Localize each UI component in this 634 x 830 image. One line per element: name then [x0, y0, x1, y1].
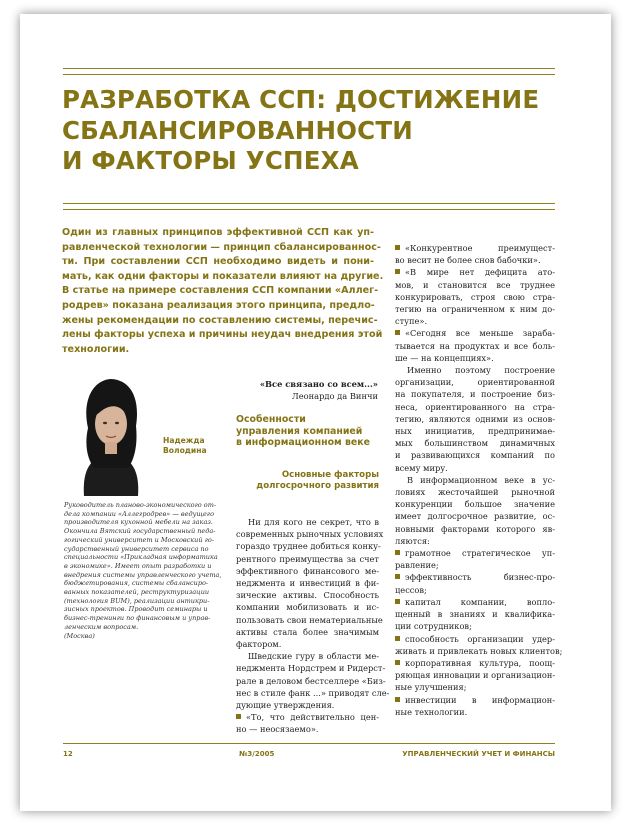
text-line — [395, 706, 555, 718]
subsection-title — [236, 470, 379, 492]
bio-line: ленческим вопросам. — [64, 622, 139, 631]
text-line-content: фактором. — [236, 639, 282, 650]
text-line — [395, 315, 555, 327]
text-line-content: ловиях жесточайшей рыночной — [395, 487, 555, 498]
text-line — [395, 462, 555, 474]
portrait-image — [64, 368, 157, 496]
body-column-right — [395, 242, 563, 718]
text-line-content: неджмента Нордстрем и Ридерст- — [236, 663, 386, 674]
text-line-content: новными факторами которого яв- — [395, 523, 555, 534]
text-line-content: ляются: — [395, 535, 430, 546]
text-line — [236, 723, 379, 735]
text-line-content: но — неосязаемо». — [236, 724, 319, 735]
bio-line: сударственный университет сервиса по — [64, 544, 209, 553]
title-line: РАЗРАБОТКА ССП: ДОСТИЖЕНИЕ — [62, 85, 540, 114]
lead-line: лены факторы успеха и причины неудач внедрения этой — [62, 329, 383, 341]
text-line — [395, 694, 555, 706]
lead-line: мать, как одни факторы и показатели влияют на другие. — [62, 270, 384, 282]
section-title-line: Особенности — [236, 414, 306, 425]
text-line-content: «То, что действительно цен- — [246, 712, 379, 723]
author-name — [163, 436, 207, 456]
text-line-content: нес в стиле фанк ...» приводят сле- — [236, 687, 390, 698]
text-line-content: эффективного финансового ме- — [236, 565, 379, 576]
bio-line: Руководитель планово-экономического от- — [64, 501, 217, 509]
section-title-line: в информационном веке — [236, 437, 370, 448]
text-line — [395, 510, 555, 522]
text-line — [395, 474, 555, 486]
text-line — [395, 681, 555, 693]
bullet-square-icon — [236, 714, 241, 719]
text-line — [395, 547, 555, 559]
text-line-content: эффективность бизнес-про- — [405, 572, 555, 583]
epigraph — [222, 378, 378, 402]
text-line — [395, 584, 555, 596]
title-line: СБАЛАНСИРОВАННОСТИ — [62, 115, 413, 145]
bio-line: бизнес-тренинги по финансовым и управ- — [64, 614, 211, 623]
text-line — [395, 608, 555, 620]
bio-line: специальности «Прикладная информатика — [64, 553, 218, 562]
text-line-content: и развивающихся компаний по — [395, 450, 555, 461]
text-line-content: пользовать свои нематериальные — [236, 614, 383, 625]
bio-line: (Москва) — [64, 631, 95, 640]
text-line-content: ные улучшения; — [395, 682, 467, 693]
bio-line: зисных проектов. Проводит семинары и — [64, 605, 208, 614]
text-line-content: современных рыночных условиях — [236, 529, 384, 540]
text-line — [395, 413, 555, 425]
bullet-square-icon — [395, 697, 400, 702]
bullet-square-icon — [395, 660, 400, 665]
bio-line: бюджетирования, системы сбалансиро- — [64, 579, 209, 588]
text-line-content: способность организации удер- — [405, 633, 555, 644]
text-line — [236, 516, 379, 528]
text-line-content: на покупателя, и построение биз- — [395, 389, 555, 400]
text-line-content: организации, ориентированной — [395, 377, 555, 388]
text-line-content: зические активы. Способность — [236, 590, 379, 601]
text-line-content: ных инициатив, предпринимае- — [395, 426, 555, 437]
text-line — [395, 523, 555, 535]
text-line — [395, 657, 555, 669]
text-line-content: имеет долгосрочное развитие, ос- — [395, 511, 555, 522]
text-line — [395, 327, 555, 339]
bio-line: в экономике». Имеет опыт разработки и — [64, 561, 212, 570]
text-line — [236, 662, 386, 674]
text-line-content: компании мобилизовать и ис- — [236, 602, 379, 613]
body-column-middle — [236, 516, 390, 736]
text-line-content: тегию, являются одними из основ- — [395, 413, 555, 424]
text-line — [236, 540, 379, 552]
top-rule — [63, 68, 555, 69]
mid-rule-2 — [63, 209, 555, 210]
bio-line: (технология BUM), реализации антикри- — [64, 596, 210, 605]
text-line-content: «Сегодня все меньше зараба- — [405, 328, 555, 339]
text-line-content: активы стала более значимым — [236, 626, 379, 637]
text-line — [236, 601, 379, 613]
text-line — [236, 565, 379, 577]
text-line — [395, 486, 555, 498]
text-line-content: рентного преимущества за счет — [236, 553, 379, 564]
text-line — [236, 553, 379, 565]
bullet-square-icon — [395, 550, 400, 555]
text-line — [395, 303, 555, 315]
text-line — [395, 559, 555, 571]
lead-line: равленческой технологии — принцип сбалансированнос- — [62, 241, 381, 253]
lead-line: В статье на примере составления ССП компании «Аллег- — [62, 285, 379, 297]
issue-number: №3/2005 — [239, 750, 275, 758]
title-line: И ФАКТОРЫ УСПЕХА — [62, 146, 359, 175]
author-first-name: Надежда — [163, 436, 205, 445]
author-last-name: Володина — [163, 446, 207, 455]
text-line-content: живать и привлекать новых клиентов; — [395, 645, 563, 656]
text-line — [395, 425, 555, 437]
text-line — [395, 645, 563, 657]
subsection-title-line: долгосрочного развития — [256, 481, 379, 491]
bio-line: гогический университет и Московский го- — [64, 535, 215, 544]
lead-line: жены рекомендации по составлению системы, перечис- — [62, 314, 378, 326]
lead-line: Один из главных принципов эффективной ССП как уп- — [62, 227, 374, 238]
text-line-content: цессов; — [395, 584, 427, 595]
text-line — [236, 675, 386, 687]
text-line — [395, 352, 555, 364]
bio-line: производителя кухонной мебели на заказ. — [64, 518, 213, 527]
text-line — [395, 279, 555, 291]
text-line — [395, 498, 555, 510]
section-title — [236, 414, 396, 449]
text-line-content: В информационном веке в ус- — [407, 474, 555, 485]
epigraph-author: Леонардо да Винчи — [291, 391, 378, 401]
top-rule-2 — [63, 74, 555, 75]
lead-line: ти. При составлении ССП необходимо видеть и пони- — [62, 256, 374, 268]
bio-line: дела компании «Аллегродрев» — ведущего — [64, 509, 214, 518]
bio-line: Окончила Вятский государственный педа- — [64, 527, 216, 536]
text-line-content: во весит не более снов бабочки». — [395, 255, 541, 266]
text-line-content: «В мире нет дефицита ато- — [405, 267, 555, 278]
bullet-square-icon — [395, 245, 400, 250]
text-line-content: ше — на концепциях». — [395, 352, 494, 363]
text-line-content: мых большинством динамичных — [395, 438, 555, 449]
mid-rule — [63, 203, 555, 204]
text-line — [395, 401, 555, 413]
lead-line: технологии. — [62, 343, 130, 355]
text-line-content: инвестиции в информацион- — [405, 694, 555, 705]
text-line-content: грамотное стратегическое уп- — [405, 548, 555, 559]
text-line — [395, 340, 555, 352]
text-line-content: всему миру. — [395, 462, 448, 473]
text-line — [236, 699, 379, 711]
text-line-content: конкуренции большое значение — [395, 499, 555, 510]
text-line-content: ряющая инновации и организацион- — [395, 670, 556, 681]
text-line-content: неса, ориентированного на стра- — [395, 401, 555, 412]
text-line — [395, 291, 555, 303]
text-line-content: ные технологии. — [395, 706, 468, 717]
bullet-square-icon — [395, 330, 400, 335]
text-line — [395, 669, 555, 681]
text-line — [236, 650, 379, 662]
text-line — [236, 589, 379, 601]
text-line — [236, 711, 379, 723]
text-line-content: тегию на ограниченном к ним до- — [395, 304, 555, 315]
text-line — [236, 577, 379, 589]
bio-line: внедрения системы управленческого учета, — [64, 570, 222, 579]
text-line — [395, 620, 555, 632]
text-line-content: рале в деловом бестселлере «Биз- — [236, 675, 386, 686]
text-line-content: тывается на продуктах и все боль- — [395, 340, 555, 351]
text-line — [395, 364, 555, 376]
text-line — [395, 388, 555, 400]
lead-line: родрев» показана реализация этого принципа, предло- — [62, 299, 375, 311]
page-number: 12 — [63, 750, 73, 758]
text-line — [236, 638, 379, 650]
bullet-square-icon — [395, 574, 400, 579]
footer-rule — [63, 743, 555, 744]
text-line-content: равление; — [395, 560, 439, 571]
text-line — [395, 449, 555, 461]
text-line-content: дующие утверждения. — [236, 700, 335, 711]
text-line-content: Шведские гуру в области ме- — [248, 651, 379, 662]
text-line-content: неджмента и инвестиций в фи- — [236, 578, 379, 589]
bullet-square-icon — [395, 636, 400, 641]
text-line — [236, 626, 379, 638]
epigraph-quote: «Все связано со всем...» — [259, 379, 378, 389]
text-line — [395, 254, 555, 266]
text-line-content: корпоративная культура, поощ- — [405, 657, 555, 668]
bullet-square-icon — [395, 269, 400, 274]
text-line — [236, 528, 384, 540]
text-line-content: мов, и становится все труднее — [395, 279, 555, 290]
text-line — [395, 535, 555, 547]
text-line-content: «Конкурентное преимущест- — [405, 243, 555, 253]
article-title — [62, 85, 542, 177]
text-line — [395, 596, 555, 608]
text-line — [395, 633, 555, 645]
text-line — [395, 376, 555, 388]
text-line — [395, 571, 555, 583]
text-line — [395, 242, 555, 254]
text-line-content: гораздо труднее добиться конку- — [236, 541, 381, 552]
text-line-content: Ни для кого не секрет, что в — [248, 517, 379, 527]
bio-line: ванных показателей, реструктуризации — [64, 588, 210, 597]
text-line-content: конкурировать, строя свою стра- — [395, 291, 555, 302]
subsection-title-line: Основные факторы — [281, 470, 379, 480]
section-title-line: управления компанией — [236, 425, 363, 437]
text-line-content: Именно поэтому построение — [407, 365, 555, 376]
bullet-square-icon — [395, 599, 400, 604]
author-photo — [64, 368, 157, 496]
lead-paragraph — [62, 226, 384, 357]
text-line — [236, 614, 383, 626]
text-line — [395, 437, 555, 449]
journal-name: УПРАВЛЕНЧЕСКИЙ УЧЕТ И ФИНАНСЫ — [402, 750, 555, 758]
text-line-content: ции сотрудников; — [395, 621, 472, 632]
text-line — [236, 687, 390, 699]
text-line-content: ступе». — [395, 316, 428, 327]
author-bio — [64, 501, 222, 640]
text-line-content: капитал компании, вопло- — [405, 596, 555, 607]
text-line-content: щенный в знаниях и квалифика- — [395, 609, 555, 620]
text-line — [395, 266, 555, 278]
